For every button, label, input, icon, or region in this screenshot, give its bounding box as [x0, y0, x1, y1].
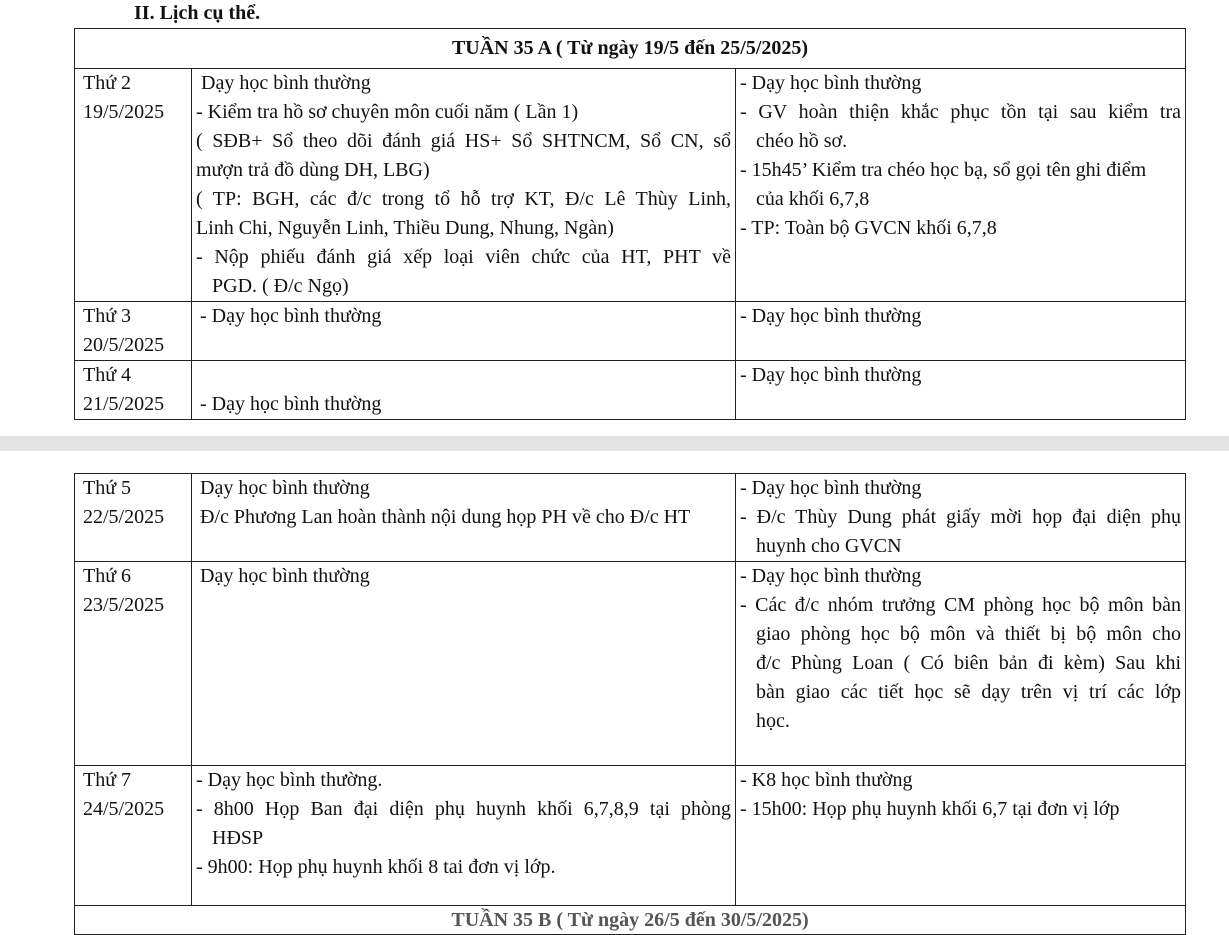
morning-line: Đ/c Phương Lan hoàn thành nội dung họp PH về cho Đ/c HT [200, 506, 691, 528]
afternoon-line: của khối 6,7,8 [756, 188, 870, 210]
day-row-thu-6 [75, 562, 1186, 766]
morning-cell [192, 302, 736, 361]
morning-line: ( TP: BGH, các đ/c trong tổ hỗ trợ KT, Đ/c Lê Thùy Linh, [196, 188, 731, 210]
day-cell [75, 69, 192, 302]
day-date: 24/5/2025 [83, 798, 165, 820]
day-name: Thứ 7 [83, 769, 132, 791]
afternoon-line: - Dạy học bình thường [740, 477, 922, 499]
morning-cell [192, 562, 736, 766]
afternoon-line: - Dạy học bình thường [740, 565, 922, 587]
week-title-row [75, 29, 1186, 69]
afternoon-cell [736, 69, 1186, 302]
morning-line: PGD. ( Đ/c Ngọ) [212, 275, 349, 297]
afternoon-line: - TP: Toàn bộ GVCN khối 6,7,8 [740, 217, 997, 239]
day-cell [75, 474, 192, 562]
document-page-2 [0, 451, 1229, 931]
afternoon-cell [736, 766, 1186, 906]
schedule-table-part-1 [74, 28, 1186, 420]
day-date: 19/5/2025 [83, 101, 165, 123]
next-week-title: TUẦN 35 B ( Từ ngày 26/5 đến 30/5/2025) [75, 906, 1186, 935]
day-date: 23/5/2025 [83, 594, 165, 616]
morning-line: - Dạy học bình thường [200, 305, 382, 327]
afternoon-line: - K8 học bình thường [740, 769, 913, 791]
document-page-1 [0, 0, 1229, 436]
morning-line: Dạy học bình thường [201, 72, 371, 94]
morning-line: Dạy học bình thường [200, 477, 370, 499]
week-title: TUẦN 35 A ( Từ ngày 19/5 đến 25/5/2025) [75, 29, 1186, 69]
day-cell [75, 766, 192, 906]
morning-line: - Dạy học bình thường [200, 393, 382, 415]
page-gap [0, 436, 1229, 451]
morning-cell [192, 361, 736, 420]
day-row-thu-4 [75, 361, 1186, 420]
day-row-thu-2 [75, 69, 1186, 302]
day-cell [75, 361, 192, 420]
afternoon-cell [736, 474, 1186, 562]
morning-line: Linh Chi, Nguyễn Linh, Thiều Dung, Nhung, Ngàn) [196, 217, 614, 239]
afternoon-cell [736, 562, 1186, 766]
afternoon-line: học. [756, 710, 790, 732]
morning-line [200, 361, 727, 390]
afternoon-line: - GV hoàn thiện khắc phục tồn tại sau kiểm tra [740, 101, 1182, 123]
morning-line: mượn trả đồ dùng DH, LBG) [196, 159, 430, 181]
morning-line: - Dạy học bình thường. [196, 769, 383, 791]
section-heading: II. Lịch cụ thể. [134, 2, 261, 24]
day-date: 21/5/2025 [83, 393, 165, 415]
day-cell [75, 562, 192, 766]
next-week-title-row [75, 906, 1186, 935]
afternoon-line: - Dạy học bình thường [740, 364, 922, 386]
afternoon-line: huynh cho GVCN [756, 535, 902, 557]
afternoon-line: bàn giao các tiết học sẽ dạy trên vị trí các lớp [756, 681, 1181, 703]
day-row-thu-3 [75, 302, 1186, 361]
afternoon-line: - Đ/c Thùy Dung phát giấy mời họp đại diện phụ [740, 506, 1181, 528]
morning-line: - Nộp phiếu đánh giá xếp loại viên chức của HT, PHT về [196, 246, 731, 268]
day-row-thu-7 [75, 766, 1186, 906]
afternoon-cell [736, 302, 1186, 361]
day-name: Thứ 6 [83, 565, 132, 587]
day-date: 20/5/2025 [83, 334, 165, 356]
morning-line: ( SĐB+ Sổ theo dõi đánh giá HS+ Sổ SHTNCM, Sổ CN, sổ [196, 130, 731, 152]
afternoon-line: chéo hồ sơ. [756, 130, 848, 152]
morning-line: HĐSP [212, 827, 264, 849]
afternoon-line: - Dạy học bình thường [740, 305, 922, 327]
schedule-table-part-2 [74, 473, 1186, 935]
day-name: Thứ 2 [83, 72, 132, 94]
afternoon-line: - Dạy học bình thường [740, 72, 922, 94]
morning-cell [192, 766, 736, 906]
day-name: Thứ 5 [83, 477, 132, 499]
afternoon-cell [736, 361, 1186, 420]
day-name: Thứ 3 [83, 305, 132, 327]
morning-line: - 9h00: Họp phụ huynh khối 8 tai đơn vị lớp. [196, 856, 556, 878]
afternoon-line: giao phòng học bộ môn và thiết bị bộ môn cho [756, 623, 1181, 645]
day-name: Thứ 4 [83, 364, 132, 386]
day-row-thu-5 [75, 474, 1186, 562]
morning-cell [192, 69, 736, 302]
afternoon-line: đ/c Phùng Loan ( Có biên bản đi kèm) Sau khi [756, 652, 1181, 674]
afternoon-line: - Các đ/c nhóm trưởng CM phòng học bộ môn bàn [740, 594, 1181, 616]
morning-line: - Kiểm tra hồ sơ chuyên môn cuối năm ( Lần 1) [196, 101, 579, 123]
afternoon-line: - 15h45’ Kiểm tra chéo học bạ, sổ gọi tên ghi điểm [740, 159, 1147, 181]
day-cell [75, 302, 192, 361]
morning-cell [192, 474, 736, 562]
afternoon-line: - 15h00: Họp phụ huynh khối 6,7 tại đơn vị lớp [740, 798, 1120, 820]
morning-line: - 8h00 Họp Ban đại diện phụ huynh khối 6,7,8,9 tại phòng [196, 798, 731, 820]
day-date: 22/5/2025 [83, 506, 165, 528]
morning-line: Dạy học bình thường [200, 565, 370, 587]
